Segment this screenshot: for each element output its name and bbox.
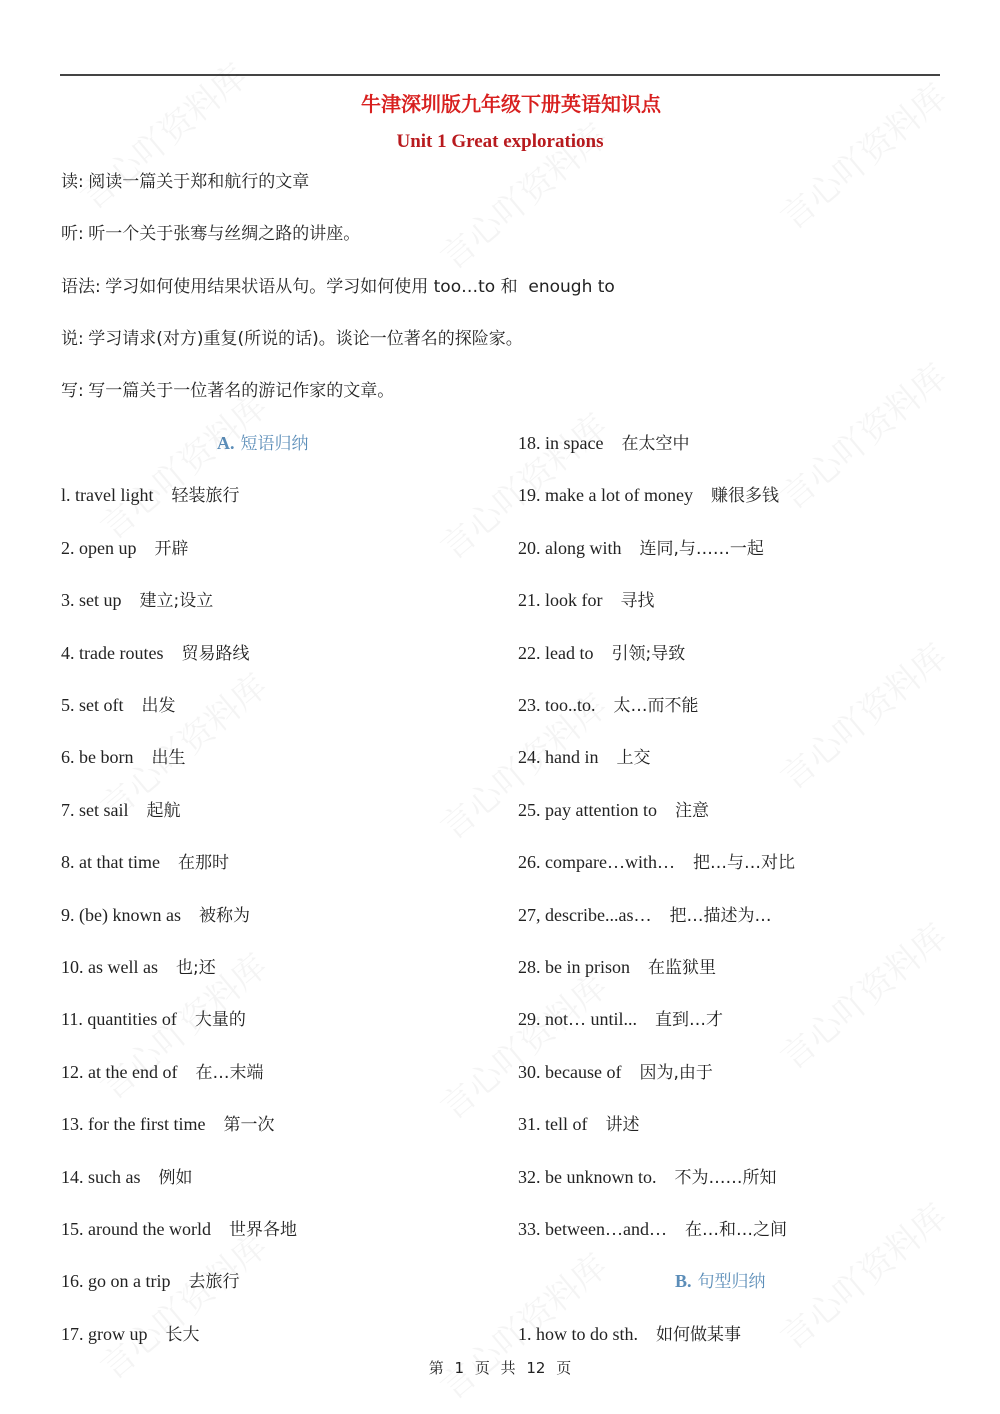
phrase-chinese: 因为,由于	[639, 1062, 713, 1083]
phrase-chinese: 出生	[151, 748, 186, 769]
phrase-chinese: 上交	[616, 748, 651, 769]
phrase-english: 17. grow up	[61, 1323, 148, 1344]
list-item	[518, 1165, 777, 1190]
list-item	[518, 850, 795, 875]
phrase-chinese: 第一次	[223, 1115, 275, 1136]
intro-line	[61, 274, 615, 299]
phrase-english: 23. too..to.	[518, 695, 596, 715]
intro-label: 语法:	[61, 276, 101, 297]
phrase-english: 19. make a lot of money	[518, 485, 693, 506]
list-item	[61, 483, 239, 508]
list-item	[518, 1060, 713, 1085]
phrase-english: 7. set sail	[61, 799, 129, 820]
list-item	[518, 693, 699, 718]
phrase-english: 15. around the world	[61, 1219, 211, 1239]
phrase-english: 27, describe...as…	[518, 904, 652, 925]
list-item	[61, 1112, 274, 1137]
phrase-chinese: 去旅行	[188, 1272, 240, 1293]
phrase-chinese: 世界各地	[228, 1220, 297, 1240]
phrase-english: 3. set up	[61, 590, 122, 611]
document-title: 牛津深圳版九年级下册英语知识点	[361, 92, 661, 116]
watermark	[428, 960, 616, 1129]
list-item	[61, 955, 216, 980]
phrase-english: 30. because of	[518, 1061, 622, 1082]
list-item	[61, 1217, 297, 1242]
phrase-chinese: 被称为	[198, 905, 250, 926]
list-item	[518, 798, 709, 823]
phrase-english: 6. be born	[61, 747, 134, 768]
phrase-english: 5. set oft	[61, 695, 124, 715]
section-heading-a	[217, 431, 309, 456]
intro-line	[61, 169, 309, 194]
list-item	[518, 903, 771, 928]
intro-label: 读:	[61, 172, 84, 192]
list-item	[61, 641, 249, 666]
intro-label: 写:	[61, 381, 84, 402]
phrase-chinese: 也;还	[175, 958, 216, 978]
phrase-chinese: 不为……所知	[674, 1167, 777, 1188]
phrase-english: 21. look for	[518, 590, 603, 611]
phrase-english: l. travel light	[61, 485, 154, 506]
phrase-chinese: 大量的	[194, 1010, 246, 1031]
phrase-chinese: 起航	[146, 800, 181, 821]
list-item	[61, 1322, 200, 1347]
intro-text: 学习如何使用结果状语从句。学习如何使用 too…to 和 enough to	[105, 276, 615, 297]
phrase-chinese: 出发	[141, 696, 176, 716]
phrase-chinese: 赚很多钱	[710, 486, 779, 507]
phrase-english: 14. such as	[61, 1166, 141, 1187]
phrase-chinese: 在那时	[177, 853, 229, 874]
section-title: 句型归纳	[697, 1272, 766, 1293]
list-item	[61, 693, 176, 718]
phrase-english: 24. hand in	[518, 747, 599, 768]
section-heading-b	[675, 1269, 766, 1294]
watermark	[768, 1190, 956, 1359]
section-title: 短语归纳	[240, 434, 309, 454]
intro-line	[61, 326, 523, 351]
phrase-chinese: 讲述	[605, 1115, 640, 1136]
watermark	[768, 350, 956, 519]
intro-line	[61, 221, 360, 246]
section-letter: A.	[217, 433, 235, 453]
list-item	[518, 955, 716, 980]
list-item	[518, 536, 764, 561]
phrase-english: 18. in space	[518, 433, 604, 453]
list-item	[61, 1165, 193, 1190]
list-item	[518, 1007, 723, 1032]
phrase-chinese: 注意	[674, 800, 709, 821]
phrase-chinese: 直到…才	[655, 1010, 724, 1031]
phrase-chinese: 建立;设立	[139, 591, 214, 612]
phrase-chinese: 把…描述为…	[669, 905, 772, 926]
intro-text: 学习请求(对方)重复(所说的话)。谈论一位著名的探险家。	[88, 328, 523, 349]
list-item	[61, 536, 189, 561]
phrase-chinese: 在监狱里	[648, 958, 716, 978]
phrase-chinese: 寻找	[620, 591, 655, 612]
unit-subtitle: Unit 1 Great explorations	[396, 131, 604, 152]
phrase-chinese: 开辟	[154, 538, 189, 559]
phrase-english: 26. compare…with…	[518, 852, 675, 873]
list-item	[518, 1217, 787, 1242]
list-item	[518, 588, 655, 613]
phrase-english: 22. lead to	[518, 642, 594, 663]
watermark	[768, 910, 956, 1079]
phrase-english: 25. pay attention to	[518, 799, 657, 820]
list-item	[518, 745, 651, 770]
header-rule	[60, 74, 940, 76]
phrase-chinese: 连同,与……一起	[639, 538, 764, 559]
phrase-english: 12. at the end of	[61, 1061, 178, 1082]
phrase-chinese: 在…末端	[195, 1062, 264, 1083]
list-item	[61, 1007, 246, 1032]
list-item	[518, 1112, 640, 1137]
phrase-chinese: 长大	[165, 1324, 200, 1345]
list-item	[61, 745, 185, 770]
list-item	[61, 798, 181, 823]
list-item	[61, 1269, 240, 1294]
phrase-english: 1. how to do sth.	[518, 1323, 639, 1344]
page-footer: 第 1 页 共 12 页	[428, 1359, 572, 1377]
phrase-chinese: 轻装旅行	[171, 486, 240, 507]
phrase-chinese: 在…和…之间	[684, 1220, 787, 1240]
phrase-english: 13. for the first time	[61, 1114, 206, 1135]
list-item	[518, 483, 779, 508]
list-item	[61, 1060, 263, 1085]
watermark	[88, 380, 276, 549]
list-item	[518, 431, 689, 456]
phrase-english: 11. quantities of	[61, 1009, 177, 1030]
phrase-chinese: 贸易路线	[181, 643, 250, 664]
phrase-english: 9. (be) known as	[61, 904, 181, 925]
phrase-english: 8. at that time	[61, 852, 160, 873]
list-item	[61, 588, 213, 613]
phrase-english: 2. open up	[61, 537, 137, 558]
intro-text: 听一个关于张骞与丝绸之路的讲座。	[88, 224, 361, 245]
phrase-chinese: 把…与…对比	[692, 853, 795, 874]
phrase-chinese: 例如	[158, 1167, 193, 1188]
intro-label: 说:	[61, 328, 84, 349]
phrase-english: 29. not… until...	[518, 1009, 638, 1030]
phrase-english: 4. trade routes	[61, 642, 164, 663]
phrase-english: 10. as well as	[61, 957, 158, 977]
phrase-chinese: 如何做某事	[656, 1324, 742, 1345]
phrase-english: 32. be unknown to.	[518, 1166, 657, 1187]
phrase-english: 20. along with	[518, 537, 622, 558]
phrase-english: 16. go on a trip	[61, 1271, 171, 1292]
intro-line	[61, 378, 394, 403]
watermark	[768, 630, 956, 799]
phrase-english: 28. be in prison	[518, 957, 630, 977]
phrase-english: 31. tell of	[518, 1114, 588, 1135]
list-item	[61, 850, 229, 875]
phrase-english: 33. between…and…	[518, 1219, 667, 1239]
list-item	[518, 1322, 741, 1347]
phrase-chinese: 太…而不能	[613, 696, 699, 716]
intro-text: 写一篇关于一位著名的游记作家的文章。	[88, 381, 395, 402]
section-letter: B.	[675, 1271, 692, 1292]
phrase-chinese: 在太空中	[621, 434, 690, 454]
intro-label: 听:	[61, 224, 84, 245]
list-item	[61, 903, 250, 928]
phrase-chinese: 引领;导致	[611, 643, 686, 664]
list-item	[518, 641, 685, 666]
intro-text: 阅读一篇关于郑和航行的文章	[88, 172, 310, 192]
